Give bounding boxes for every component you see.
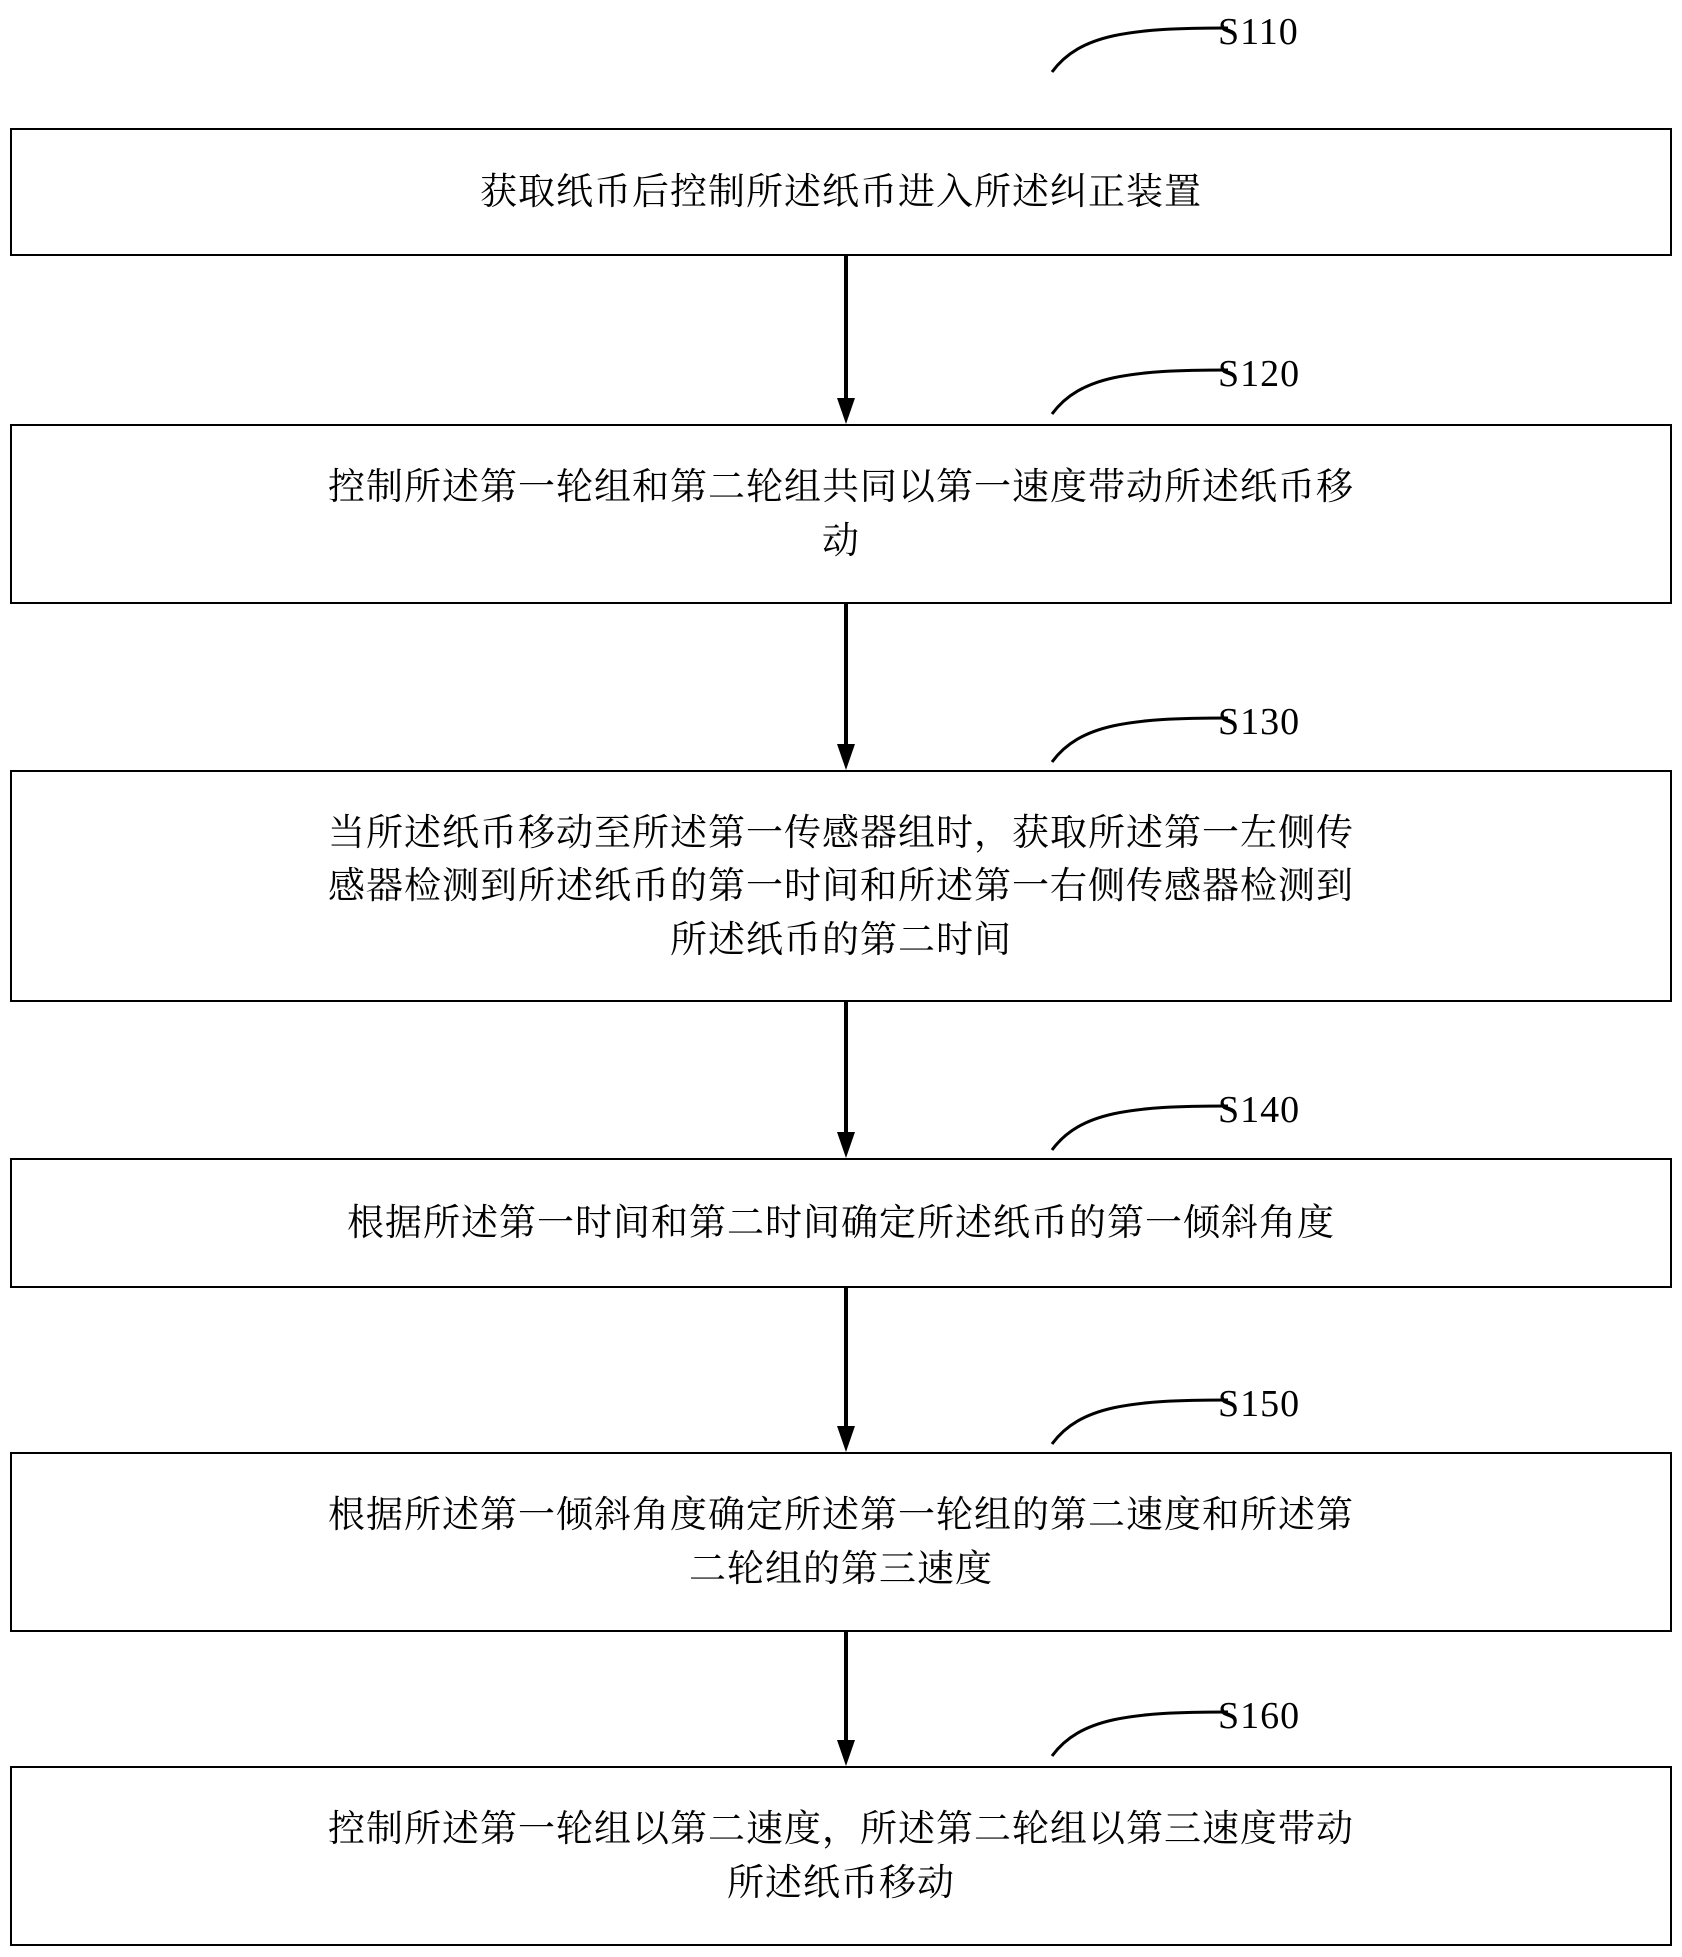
leader-line-s110 [1050, 24, 1230, 74]
leader-line-s150 [1050, 1396, 1230, 1446]
flow-arrow-1 [836, 256, 856, 424]
step-tag-s150: S150 [1218, 1383, 1301, 1425]
flow-step-s130-text: 当所述纸币移动至所述第一传感器组时，获取所述第一左侧传 感器检测到所述纸币的第一时间和所述第一右侧传感器检测到 所述纸币的第二时间 [328, 811, 1354, 960]
flow-arrow-5 [836, 1632, 856, 1766]
flow-arrow-4 [836, 1288, 856, 1452]
leader-line-s140 [1050, 1102, 1230, 1152]
leader-line-s160 [1050, 1708, 1230, 1758]
leader-line-s120 [1050, 366, 1230, 416]
flow-arrow-2 [836, 604, 856, 770]
flow-step-s120-text: 控制所述第一轮组和第二轮组共同以第一速度带动所述纸币移 动 [328, 466, 1354, 561]
flow-step-s140 [10, 1158, 1672, 1288]
leader-line-s130 [1050, 714, 1230, 764]
flow-arrow-3 [836, 1002, 856, 1158]
flow-step-s160-text: 控制所述第一轮组以第二速度，所述第二轮组以第三速度带动 所述纸币移动 [328, 1808, 1354, 1903]
step-tag-s120: S120 [1218, 353, 1301, 395]
flow-step-s160 [10, 1766, 1672, 1946]
flow-step-s120 [10, 424, 1672, 604]
flow-step-s140-text: 根据所述第一时间和第二时间确定所述纸币的第一倾斜角度 [347, 1202, 1335, 1244]
flow-step-s110-text: 获取纸币后控制所述纸币进入所述纠正装置 [480, 171, 1202, 213]
step-tag-s110: S110 [1218, 11, 1299, 53]
flow-step-s150-text: 根据所述第一倾斜角度确定所述第一轮组的第二速度和所述第 二轮组的第三速度 [328, 1494, 1354, 1589]
step-tag-s140: S140 [1218, 1089, 1301, 1131]
flow-step-s150 [10, 1452, 1672, 1632]
flow-step-s110 [10, 128, 1672, 256]
step-tag-s160: S160 [1218, 1695, 1301, 1737]
step-tag-s130: S130 [1218, 701, 1301, 743]
flow-step-s130 [10, 770, 1672, 1002]
